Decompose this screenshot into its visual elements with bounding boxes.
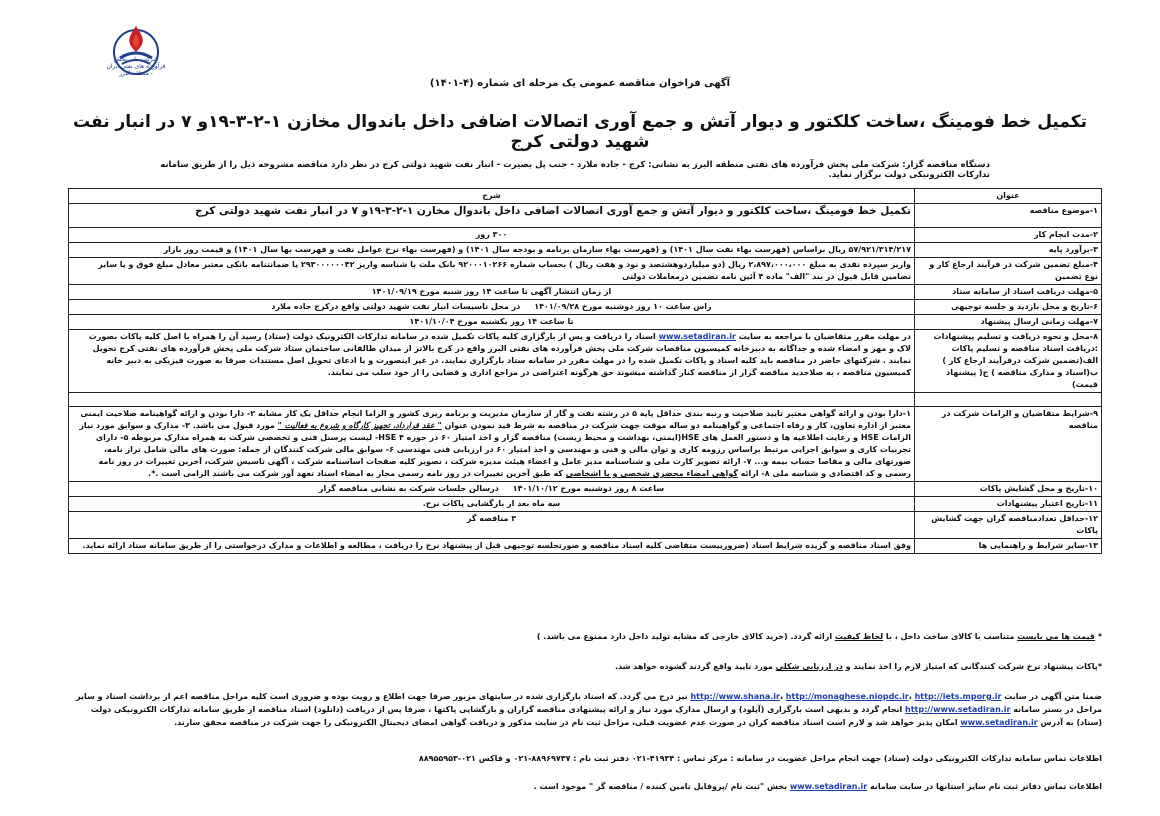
note-underlined: در ارزیابی شکلی xyxy=(775,662,843,671)
shana-link[interactable]: http://www.shana.ir xyxy=(690,692,780,701)
row-description: ۳ مناقصه گر xyxy=(69,512,915,539)
row-text: که طبق آخرین تغییرات در روز نامه رسمی مجاز به امضاء اسناد تعهد آور شرکت می باشند الزامی است .*. xyxy=(148,469,566,478)
note-text: * xyxy=(1095,632,1102,641)
row-title: ۱۲-حداقل تعدادمناقصه گران جهت گشایش پاکات xyxy=(915,512,1102,539)
note-text: ضمنا متن آگهی در سایت xyxy=(1001,692,1102,701)
row-description: سه ماه بعد از بازگشایی پاکات نرخ. xyxy=(69,497,915,512)
row-text: ۱-دارا بودن و ارائه گواهی معتبر تایید صلاحیت و رتبه بندی حداقل پایه ۵ در رشته نفت و گاز از سازمان مدیریت و برنامه ریزی کشور و الزاما انجام حداقل یک کار مشابه ۲- دارا بودن و ارائه گواهینامه صلاحیت ایمنی معتبر از اداره تعاون، کار و رفاه اجتماعی و گواهینامه دو ساله موقت جهت شرکت در مناقصه به شرط قید نمودن عنوان xyxy=(80,409,911,430)
table-row xyxy=(69,482,1102,497)
table-row xyxy=(69,204,1102,228)
note-text: امکان پذیر خواهد شد و لازم است اسناد مناقصه کران در صورت عدم عضویت قبلی، مراحل ثبت نام در سایت مذکور و دریافت گواهی امضای دیجیتال الکترونیکی را جهت شرکت در مناقصه محقق سازند. xyxy=(174,718,961,727)
row-title: ۲-مدت انجام کار xyxy=(915,228,1102,243)
organizer-statement: دستگاه مناقصه گزار: شرکت ملی پخش فرآورده های نفتی منطقه البرز به نشانی: کرج - جاده ملارد - جنب پل بصیرت - انبار نفت شهید دولتی کرج در نظر دارد مناقصه مشروحه ذیل را از طریق سامانه تدارکات الکترونیکی دولت برگزار نماید. xyxy=(160,160,990,180)
setadiran-link-full[interactable]: http://www.setadiran.ir xyxy=(905,705,1011,714)
table-row xyxy=(69,512,1102,539)
row-text: مورد قبول می باشد. ۳- مدارک و سوابق مورد نیاز الزامات HSE و رعایت اطلاعیه ها و دستور العمل های HSE(ایمنی، بهداشت و محیط زیست) مناقصه گزار و اخذ امتیاز ۶۰ در حوزه HSE ۴- لیست پرسنل فنی و تخصصی شرکت به همراه مدارک مربوطه ۵- دارای تجربیات کاری و سوابق اجرایی مرتبط براساس رزومه کاری و توان مالی و فنی و مهندسی و اخذ امتیاز ۶۰ در ارزیابی فنی مهندسی ۶- سوابق مالی شرکت کنندگان از جمله: صورت های مالی شامل تراز نامه، صورتهای مالی و مفاصا حساب بیمه و... ۷- ارائه تصویر کارت ملی و شناسنامه مدیر عامل و اعضاء هیئت مدیره شرکت ، تصویر کلیه صفحات اساسنامه شرکت ، آگهی تاسیس شرکت، آخرین تغییرات در روز نامه رسمی و کد اقتصادی و شناسه ملی ۸- ارائه xyxy=(79,421,911,478)
iets-link[interactable]: http://iets.mporg.ir xyxy=(914,692,1002,701)
empty-cell xyxy=(69,393,915,407)
note-text: مورد تایید واقع گردند گشوده خواهد شد. xyxy=(614,662,776,671)
table-row xyxy=(69,300,1102,315)
row-title: ۱۰-تاریخ و محل گشایش پاکات xyxy=(915,482,1102,497)
note-text: اطلاعات تماس دفاتر ثبت نام سایر استانها در سایت سامانه xyxy=(867,782,1102,791)
note-text: بخش "ثبت نام /پروفایل تامین کننده / مناقصه گر " موجود است . xyxy=(533,782,790,791)
row-title: ۶-تاریخ و محل بازدید و جلسه توجیهی xyxy=(915,300,1102,315)
empty-cell xyxy=(915,393,1102,407)
row-description: از زمان انتشار آگهی تا ساعت ۱۴ روز شنبه مورخ ۱۴۰۱/۰۹/۱۹ xyxy=(69,285,915,300)
note-evaluation xyxy=(68,660,1102,673)
row-title: ۹-شرایط متقاضیان و الزامات شرکت در مناقصه xyxy=(915,407,1102,482)
underlined-text: گواهی امضاء محضری شخصی و یا اشخاصی xyxy=(565,469,738,478)
tender-details-table xyxy=(68,188,1102,554)
note-underlined: قیمت ها می بایست xyxy=(1017,632,1096,641)
row-description xyxy=(69,300,915,315)
row-description xyxy=(69,330,915,393)
row-title: ۱۱-تاریخ اعتبار پیشنهادات xyxy=(915,497,1102,512)
note-underlined: لحاظ کیفیت xyxy=(834,632,884,641)
table-row xyxy=(69,258,1102,285)
row-title: ۴-مبلغ تضمین شرکت در فرآیند ارجاع کار و نوع تضمین xyxy=(915,258,1102,285)
table-row xyxy=(69,243,1102,258)
note-text: ارائه گردد. (خرید کالای خارجی که مشابه تولید داخل دارد ممنوع می باشد. ) xyxy=(536,632,835,641)
row-description: وفق اسناد مناقصه و گزیده شرایط اسناد (ضرورییست متقاضی کلیه اسناد مناقصه و صورتجلسه توجیهی قبل از پیشنهاد نرخ را دریافت ، مطالعه و اطلاعات و مدارک درخواستی را از طریق سامانه ستاد ارائه نماید. xyxy=(69,539,915,554)
row-description: ۳۰۰ روز xyxy=(69,228,915,243)
note-text: انجام گردد و بدیهی است بارگزاری (آپلود) و ارسال مدارک مورد نیاز و ارائه پیشنهادی مناقصه گزاران و بازگشایی پاکتها ، صرفا پس از دریافت (دانلود) اسناد مناقصه از طریق سامانه تدارکات الکترونیکی دولت (ستاد) به آدرس xyxy=(90,705,1102,727)
row-title: ۷-مهلت زمانی ارسال پیشنهاد xyxy=(915,315,1102,330)
row-text: اسناد را دریافت و پس از بارگزاری کلیه پاکات تکمیل شده در سامانه تدارکات الکترونیک دولت (ستاد) رسید آن را همراه با اصل کلیه پاکات بصورت لاک و مهر و امضاء شده و جداگانه به دبیرخانه کمیسیون مناقصات شرکت ملی پخش فرآورده های نفتی البرز واقع در کرج بالاتر از میدان طالقانی ساختمان ستاد شرکت ملی پخش فرآورده های نفتی کرج تحویل نمایند . شرکتهای حاضر در مناقصه باید کلیه اسناد و پاکات تکمیل شده را در مهلت مقرر در سامانه ستاد بارگزاری نمایند. در غیر اینصورت و یا ادعای تحویل اصل مستندات صرفا به صورت فیزیکی به دبیر خانه کمیسیون مناقصه ، به صلاحدید مناقصه گزار از مناقصه کنار گذاشته میشوند حق هرگونه اعتراضی در مراجع اداری و قضایی را از خود سلب می نمایند. xyxy=(88,332,911,377)
row-description xyxy=(69,482,915,497)
logo-caption: شرکت ملی پخش فرآورده های نفتی ایران - منطقه البرز xyxy=(106,56,166,77)
opening-location: درسالن جلسات شرکت به نشانی مناقصه گزار xyxy=(318,484,499,493)
column-header-description: شرح xyxy=(69,189,915,204)
table-row xyxy=(69,407,1102,482)
table-row xyxy=(69,539,1102,554)
notice-number: آگهی فراخوان مناقصه عمومی یک مرحله ای شماره (۴-۱۴۰۱) xyxy=(429,78,731,89)
page-title: تکمیل خط فومینگ ،ساخت کلکتور و دیوار آتش و جمع آوری اتصالات اضافی داخل باندوال مخازن ۱-۲-۳-۱۹و ۷ در انبار نفت شهید دولتی کرج xyxy=(72,112,1088,152)
table-row xyxy=(69,228,1102,243)
row-title: ۵-مهلت دریافت اسناد از سامانه ستاد xyxy=(915,285,1102,300)
table-row xyxy=(69,330,1102,393)
note-contact: اطلاعات تماس سامانه تدارکات الکترونیکی دولت (ستاد) جهت انجام مراحل عضویت در سامانه : مرکز تماس : ۴۱۹۳۴-۰۲۱ دفتر ثبت نام : ۸۸۹۶۹۷۳۷-۰۲۱ و فاکس ۰۲۱-۸۸۹۵۵۹۵۳ xyxy=(418,754,1102,763)
setadiran-link[interactable]: www.setadiran.ir xyxy=(658,332,736,341)
visit-location: در محل تاسیسات انبار نفت شهید دولتی واقع درکرج جاده ملارد xyxy=(271,302,521,311)
row-description: واریز سپرده نقدی به مبلغ ۲،۸۹۷،۰۰۰،۰۰۰ ریال (دو میلیاردوهشتصد و نود و هفت ریال ) بحساب شماره ۹۲۰۰۰۱۰۲۶۶ بانک ملت با شناسه واریز ۲۹۳۰۰۰۰۰۰۴۲ یا ضمانتنامه بانکی معتبر معادل مبلغ فوق و یا سایر تضامین قابل قبول در بند "الف" ماده ۴ آئین نامه تضمین درمعاملات دولتی xyxy=(69,258,915,285)
note-websites: ضمنا متن آگهی در سایت http://www.shana.ir، http://monaghese.niopdc.ir، http://iets.mporg.ir نیز درج می گردد. که اسناد بارگزاری شده در سایتهای مزبور صرفا جهت اطلاع و رویت بوده و ضروری است کلیه مراحل مناقصه اعم از برداشت اسناد و سایر مراحل در بستر سامانه http://www.setadiran.ir انجام گردد و بدیهی است بارگزاری (آپلود) و ارسال مدارک مورد نیاز و ارائه پیشنهادی مناقصه گزاران و بازگشایی پاکتها ، صرفا پس از دریافت (دانلود) اسناد مناقصه از طریق سامانه تدارکات الکترونیکی دولت (ستاد) به آدرس www.setadiran.ir امکان پذیر خواهد شد و لازم است اسناد مناقصه کران در صورت عدم عضویت قبلی، مراحل ثبت نام در سایت مذکور و دریافت گواهی امضای دیجیتال الکترونیکی را جهت شرکت در مناقصه محقق سازند. xyxy=(75,692,1102,727)
row-description: تکمیل خط فومینگ ،ساخت کلکتور و دیوار آتش و جمع آوری اتصالات اضافی داخل باندوال مخازن ۱-۲-۳-۱۹و ۷ در انبار نفت شهید دولتی کرج xyxy=(69,204,915,228)
table-header-row xyxy=(69,189,1102,204)
note-price xyxy=(68,630,1102,643)
column-header-title: عنوان xyxy=(915,189,1102,204)
row-title: ۱-موضوع مناقصه xyxy=(915,204,1102,228)
table-row xyxy=(69,315,1102,330)
visit-time: راس ساعت ۱۰ روز دوشنبه مورخ ۱۴۰۱/۰۹/۲۸ xyxy=(534,302,712,311)
row-description: ۵۷/۹۲۱/۳۱۴/۲۱۷ ریال براساس (فهرست بهاء نفت سال ۱۴۰۱) و (فهرست بهاء سازمان برنامه و بودجه سال ۱۴۰۱) و (فهرست بهاء نرخ عوامل نفت و فهرست بها سال ۱۴۰۱) و قیمت روز بازار xyxy=(69,243,915,258)
table-row xyxy=(69,497,1102,512)
note-text: متناسب با کالای ساخت داخل ، با xyxy=(883,632,1018,641)
monaghese-link[interactable]: http://monaghese.niopdc.ir xyxy=(785,692,909,701)
table-row-empty xyxy=(69,393,1102,407)
row-text: در مهلت مقرر متقاضیان با مراجعه به سایت xyxy=(735,332,911,341)
row-title: ۸-محل و نحوه دریافت و تسلیم پیشنهادات :دریافت اسناد مناقصه و تسلیم پاکات الف(تضمین شرکت درفرآیند ارجاع کار ) ب(اسناد و مدارک مناقصه ) ج( پیشنهاد قیمت) xyxy=(915,330,1102,393)
note-text: نیز درج می گردد. که اسناد بارگزاری شده در سایتهای مزبور صرفا جهت اطلاع و رویت بوده و ضروری است کلیه مراحل مناقصه اعم از برداشت اسناد و سایر مراحل در بستر سامانه xyxy=(75,692,1102,714)
table-row xyxy=(69,285,1102,300)
row-description xyxy=(69,407,915,482)
row-description: تا ساعت ۱۴ روز یکشنبه مورخ ۱۴۰۱/۱۰/۰۴ xyxy=(69,315,915,330)
row-title: ۳-برآورد پایه xyxy=(915,243,1102,258)
note-registration xyxy=(68,780,1102,793)
opening-time: ساعت ۸ روز دوشنبه مورخ ۱۴۰۱/۱۰/۱۲ xyxy=(512,484,665,493)
emphasis-text: " عقد قرارداد، تجهیز کارگاه و شروع به فعالیت " xyxy=(277,421,442,430)
setadiran-link-short[interactable]: www.setadiran.ir xyxy=(960,718,1038,727)
note-text: *پاکات پیشنهاد نرخ شرکت کنندگانی که امتیاز لازم را اخذ نمایند و xyxy=(842,662,1102,671)
row-title: ۱۳-سایر شرایط و راهنمایی ها xyxy=(915,539,1102,554)
setadiran-link-registration[interactable]: www.setadiran.ir xyxy=(789,782,868,791)
